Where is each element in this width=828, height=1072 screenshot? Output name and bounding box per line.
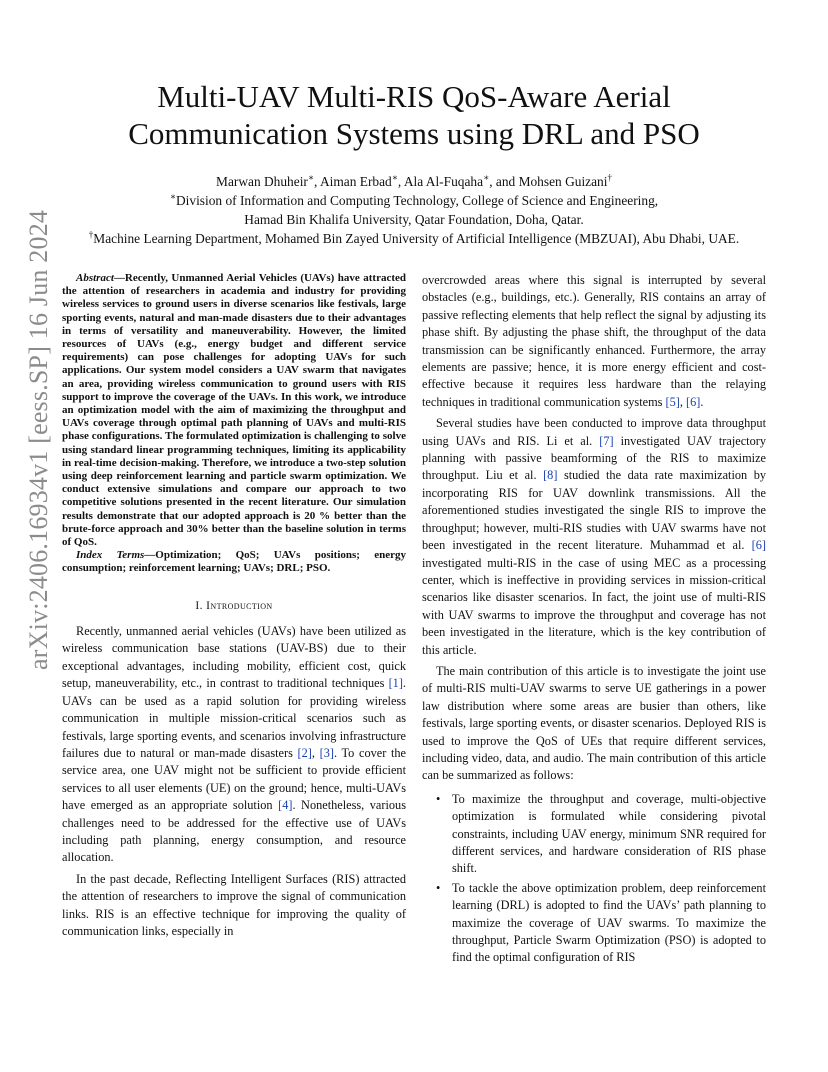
index-terms-text: —Optimization; QoS; UAVs positions; energy consumption; reinforcement learning; UAVs; DRL; PSO. — [62, 549, 406, 575]
text-run: . Nonetheless, various challenges need to be addressed for the effective use of UAVs including path planning, energy consumption, and resource allocation. — [62, 798, 406, 865]
index-terms-label: Index Terms — [76, 549, 145, 562]
affiliation-1-line-1: Division of Information and Computing Technology, College of Science and Engineering, — [175, 193, 659, 208]
affiliation-mark: ∗ — [391, 172, 398, 183]
affiliation-1 — [60, 191, 768, 210]
citation-link[interactable]: [6] — [686, 394, 701, 409]
text-run: Recently, unmanned aerial vehicles (UAVs) have been utilized as wireless communication base stations (UAV-BS) due to their exceptional advantages, including mobility, efficient cost, quick setup, maneuverability, etc., in contrast to traditional techniques — [62, 624, 406, 691]
section-heading-introduction: I. Introduction — [195, 599, 273, 612]
citation-link[interactable]: [5] — [665, 394, 680, 409]
affiliation-mark: ∗ — [307, 172, 315, 183]
author-block — [60, 172, 768, 248]
affiliation-mark: ∗ — [483, 172, 490, 183]
citation-link[interactable]: [2] — [297, 745, 312, 760]
affiliation-2-text: Machine Learning Department, Mohamed Bin Zayed University of Artificial Intelligence (MBZUAI), Abu Dhabi, UAE. — [93, 231, 740, 246]
title-line-1: Multi-UAV Multi-RIS QoS-Aware Aerial — [157, 79, 671, 114]
text-run: . To cover the service area, one UAV might not be sufficient to provide efficient services to all user elements (UE) on the ground; hence, multi-UAVs have emerged as an appropriate solution — [62, 745, 406, 813]
abstract — [62, 272, 406, 549]
citation-link[interactable]: [4] — [278, 798, 293, 813]
author-4: Mohsen Guizani — [518, 174, 608, 189]
contribution-item-1: • To maximize the throughput and coverage, multi-objective optimization is formulated while considering pivotal constraints, including UAV energy, minimum SNR required for different services, and hardware consideration of RIS phase shift. — [452, 791, 766, 878]
text-run: . UAVs can be used as a rapid solution for providing wireless communication in multiple mission-critical scenarios such as festivals, large sporting events, and scenarios involving infrastructure failures due to natural or man-made disasters — [62, 676, 406, 760]
author-3: Ala Al-Fuqaha — [403, 174, 484, 189]
left-column — [62, 272, 406, 944]
right-column — [422, 272, 766, 969]
arxiv-identifier-text: arXiv:2406.16934v1 [eess.SP] 16 Jun 2024 — [24, 209, 53, 670]
contribution-item-2: • To tackle the above optimization problem, deep reinforcement learning (DRL) is adopted to find the UAVs’ path planning to maximize the coverage of UAV swarms. To maximize the throughput, Particle Swarm Optimization (PSO) is adopted to find the optimal configuration of RIS — [452, 880, 766, 967]
intro-paragraph-2-continued — [422, 272, 766, 411]
text-run: , — [311, 745, 320, 760]
contribution-list — [422, 791, 766, 967]
citation-link[interactable]: [8] — [543, 468, 558, 483]
index-terms — [62, 549, 406, 575]
author-names — [60, 172, 768, 191]
text-run: studied the data rate maximization by incorporating RIS for UAV downlink transmissions. All the aforementioned studies investigated the single RIS to improve the throughput; however, multi-RIS studies with UAV swarms have not been investigated in the recent literature. Muhammad et al. — [422, 468, 766, 553]
citation-link[interactable]: [1] — [388, 676, 403, 691]
title-line-2: Communication Systems using DRL and PSO — [128, 116, 700, 151]
text-run: investigated multi-RIS in the case of using MEC as a processing center, which is ineffective in providing services in mission-critical scenarios like disaster scenarios. In fact, the joint use of multi-RIS with UAV swarms to improve the throughput and coverage has not been investigated in the literature, which is the key contribution of this article. — [422, 555, 766, 657]
author-2: Aiman Erbad — [319, 174, 392, 189]
separator: , and — [489, 174, 519, 189]
affiliation-2 — [60, 229, 768, 248]
text-run: , — [679, 394, 686, 409]
affiliation-mark: † — [88, 229, 94, 240]
text-run: . — [700, 394, 704, 409]
intro-paragraph-3 — [422, 415, 766, 659]
separator: , — [397, 174, 404, 189]
citation-link[interactable]: [3] — [319, 745, 334, 760]
separator: , — [314, 174, 320, 189]
text-run: overcrowded areas where this signal is interrupted by several obstacles (e.g., buildings, etc.). Generally, RIS contains an array of passive reflecting elements that help reflect the signal by adjusting its phase shift. By adjusting the phase shift, the throughput of the data transmission can be significantly enhanced. Furthermore, the array elements are passive; hence, it is more energy efficient and cost-effective because it requires less hardware than the relaying techniques in traditional communication systems — [422, 273, 766, 409]
text-run: Several studies have been conducted to improve data throughput using UAVs and RIS. Li et al. — [422, 416, 766, 448]
citation-link[interactable]: [6] — [751, 538, 766, 553]
affiliation-mark: ∗ — [169, 191, 176, 202]
affiliation-mark: † — [607, 172, 612, 183]
text-run: investigated UAV trajectory planning with passive beamforming of the RIS to maximize throughput. Liu et al. — [422, 433, 766, 483]
abstract-label: Abstract — [76, 272, 114, 284]
author-1: Marwan Dhuheir — [216, 174, 308, 189]
abstract-text: —Recently, Unmanned Aerial Vehicles (UAVs) have attracted the attention of researchers in academia and industry for providing wireless services to ground users in diverse scenarios like festivals, large sporting events, natural and man-made disasters due to their advantages in terms of versatility and maneuverability. However, the limited resources of UAVs (e.g., energy budget and different service requirements) can pose challenges for adopting UAVs for such applications. Our system model considers a UAV swarm that navigates an area, providing wireless communication to ground users with RIS support to improve the coverage of the UAVs. In this work, we introduce an optimization model with the aim of maximizing the throughput and UAVs coverage through optimal path planning of UAVs and multi-RIS phase configurations. The formulated optimization is challenging to solve using standard linear programming techniques, limiting its applicability in real-time decision-making. Therefore, we introduce a two-step solution using deep reinforcement learning and particle swarm optimization. We conduct extensive simulations and compare our approach to two competitive solutions presented in the recent literature. Our simulation results demonstrate that our adopted approach is 20 % better than the brute-force approach and 30% better than the baseline solution in terms of QoS. — [62, 272, 406, 549]
citation-link[interactable]: [7] — [599, 433, 614, 448]
intro-paragraph-4: The main contribution of this article is to investigate the joint use of multi-RIS multi-UAV swarms to serve UE gatherings in a power law distribution where some areas are busier than others, like festivals, large sporting events, or disaster scenarios. Deployed RIS is used to improve the QoS of UEs that require different services, including video, data, and audio. The main contribution of this article can be summarized as follows: — [422, 663, 766, 783]
affiliation-1-line-2: Hamad Bin Khalifa University, Qatar Foundation, Doha, Qatar. — [244, 212, 584, 227]
intro-paragraph-2: In the past decade, Reflecting Intelligent Surfaces (RIS) attracted the attention of researchers to improve the signal of communication links. RIS is an effective technique for improving the quality of communication links, especially in — [62, 871, 406, 938]
arxiv-identifier-stamp — [22, 209, 56, 670]
intro-paragraph-1 — [62, 623, 406, 867]
paper-title — [60, 78, 768, 152]
